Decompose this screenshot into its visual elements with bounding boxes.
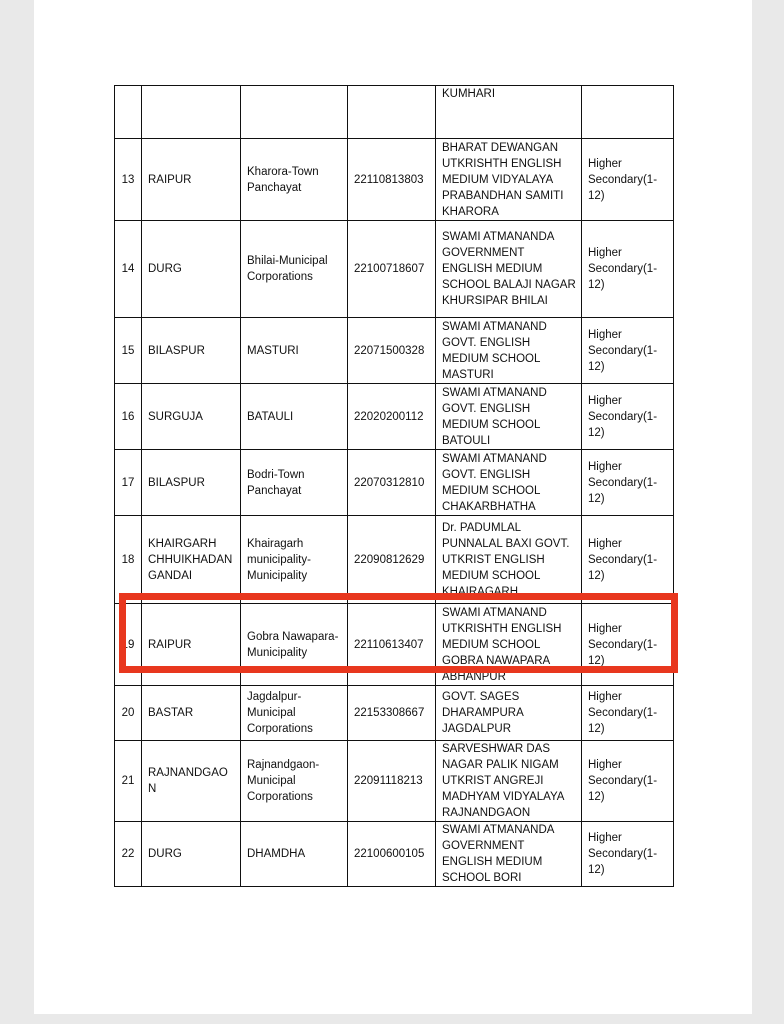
level-cell: Higher Secondary(1-12): [582, 604, 674, 686]
table-row: [115, 686, 674, 741]
district-cell: RAIPUR: [142, 139, 241, 221]
area-cell: Bhilai-Municipal Corporations: [241, 221, 348, 318]
row-number: 21: [115, 741, 142, 822]
code-cell: 22110613407: [348, 604, 436, 686]
row-number: 16: [115, 384, 142, 450]
row-number: 13: [115, 139, 142, 221]
level-cell: Higher Secondary(1-12): [582, 686, 674, 741]
school-cell: GOVT. SAGES DHARAMPURA JAGDALPUR: [436, 686, 582, 741]
document-page: [34, 0, 752, 1014]
area-cell: Kharora-Town Panchayat: [241, 139, 348, 221]
code-cell: 22020200112: [348, 384, 436, 450]
level-cell: Higher Secondary(1-12): [582, 384, 674, 450]
school-cell: SWAMI ATMANAND GOVT. ENGLISH MEDIUM SCHOOL BATOULI: [436, 384, 582, 450]
table-row: [115, 604, 674, 686]
area-cell: Rajnandgaon-Municipal Corporations: [241, 741, 348, 822]
level-cell: Higher Secondary(1-12): [582, 822, 674, 887]
school-cell: KUMHARI: [436, 86, 582, 139]
level-cell: Higher Secondary(1-12): [582, 139, 674, 221]
level-cell: Higher Secondary(1-12): [582, 741, 674, 822]
code-cell: 22070312810: [348, 450, 436, 516]
row-number: 15: [115, 318, 142, 384]
row-number: 18: [115, 516, 142, 604]
code-cell: 22090812629: [348, 516, 436, 604]
level-cell: [582, 86, 674, 139]
schools-table: [114, 85, 674, 887]
table-row: [115, 741, 674, 822]
area-cell: Bodri-Town Panchayat: [241, 450, 348, 516]
code-cell: 22091118213: [348, 741, 436, 822]
school-cell: SWAMI ATMANANDA GOVERNMENT ENGLISH MEDIUM SCHOOL BALAJI NAGAR KHURSIPAR BHILAI: [436, 221, 582, 318]
code-cell: 22071500328: [348, 318, 436, 384]
row-number: [115, 86, 142, 139]
district-cell: [142, 86, 241, 139]
table-row: [115, 221, 674, 318]
district-cell: BILASPUR: [142, 318, 241, 384]
row-number: 22: [115, 822, 142, 887]
area-cell: [241, 86, 348, 139]
school-cell: SWAMI ATMANAND GOVT. ENGLISH MEDIUM SCHOOL CHAKARBHATHA: [436, 450, 582, 516]
level-cell: Higher Secondary(1-12): [582, 516, 674, 604]
table-row: [115, 516, 674, 604]
district-cell: BILASPUR: [142, 450, 241, 516]
table-row: [115, 450, 674, 516]
school-cell: BHARAT DEWANGAN UTKRISHTH ENGLISH MEDIUM VIDYALAYA PRABANDHAN SAMITI KHARORA: [436, 139, 582, 221]
school-cell: SWAMI ATMANAND UTKRISHTH ENGLISH MEDIUM SCHOOL GOBRA NAWAPARA ABHANPUR: [436, 604, 582, 686]
code-cell: 22153308667: [348, 686, 436, 741]
row-number: 20: [115, 686, 142, 741]
level-cell: Higher Secondary(1-12): [582, 318, 674, 384]
code-cell: 22100718607: [348, 221, 436, 318]
row-number: 17: [115, 450, 142, 516]
district-cell: DURG: [142, 221, 241, 318]
school-cell: SARVESHWAR DAS NAGAR PALIK NIGAM UTKRIST ANGREJI MADHYAM VIDYALAYA RAJNANDGAON: [436, 741, 582, 822]
table-row: [115, 318, 674, 384]
area-cell: DHAMDHA: [241, 822, 348, 887]
area-cell: BATAULI: [241, 384, 348, 450]
table-row: [115, 822, 674, 887]
district-cell: BASTAR: [142, 686, 241, 741]
district-cell: KHAIRGARH CHHUIKHADAN GANDAI: [142, 516, 241, 604]
table-row: [115, 384, 674, 450]
row-number: 19: [115, 604, 142, 686]
table-row: [115, 139, 674, 221]
code-cell: [348, 86, 436, 139]
district-cell: DURG: [142, 822, 241, 887]
school-cell: SWAMI ATMANAND GOVT. ENGLISH MEDIUM SCHOOL MASTURI: [436, 318, 582, 384]
level-cell: Higher Secondary(1-12): [582, 450, 674, 516]
code-cell: 22110813803: [348, 139, 436, 221]
area-cell: Khairagarh municipality-Municipality: [241, 516, 348, 604]
area-cell: Gobra Nawapara-Municipality: [241, 604, 348, 686]
table-row: [115, 86, 674, 139]
code-cell: 22100600105: [348, 822, 436, 887]
school-cell: Dr. PADUMLAL PUNNALAL BAXI GOVT. UTKRIST ENGLISH MEDIUM SCHOOL KHAIRAGARH: [436, 516, 582, 604]
district-cell: RAJNANDGAON: [142, 741, 241, 822]
school-cell: SWAMI ATMANANDA GOVERNMENT ENGLISH MEDIUM SCHOOL BORI: [436, 822, 582, 887]
area-cell: Jagdalpur-Municipal Corporations: [241, 686, 348, 741]
district-cell: RAIPUR: [142, 604, 241, 686]
area-cell: MASTURI: [241, 318, 348, 384]
row-number: 14: [115, 221, 142, 318]
district-cell: SURGUJA: [142, 384, 241, 450]
level-cell: Higher Secondary(1-12): [582, 221, 674, 318]
